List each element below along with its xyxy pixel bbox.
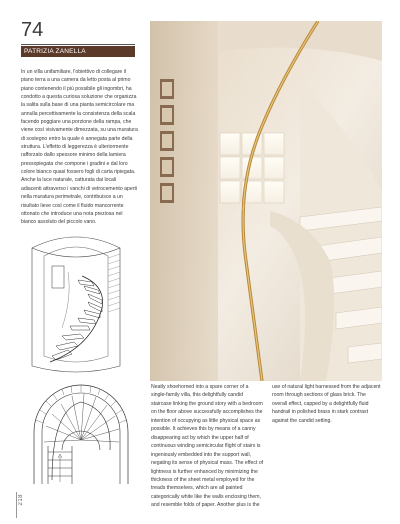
- english-body-text-col1: Neatly shoehorned into a spare corner of a single-family villa, this delightfully candid staircase linking the ground story with a bedroom on the floor above successfully accomplishes the intention of occupying as little physical space as possible. It achieves this by means of a canny disappearing act by which the upper half of continuous winding semicircular flight of stairs is ingeniously embedded into the support wall, negating its sense of physical mass. The effect of lightness is further enhanced by minimizing the thickness of the sheet metal employed for the treads themselves, which are all painted categorically white like the walls enclosing them, and resemble folds of paper. Another plus is the: [151, 384, 264, 509]
- page-number-rule: [16, 492, 17, 518]
- header-rule: [21, 44, 135, 45]
- english-body-text-col2: use of natural light harnessed from the adjacent room through sections of glass brick. The overall effect, capped by a delightfully fluid handrail in polished brass in stark contrast against the candid setting.: [272, 384, 381, 424]
- author-name: PATRIZIA ZANELLA: [24, 48, 86, 55]
- page-heading-number: 74: [21, 19, 44, 41]
- staircase-photograph: [150, 21, 382, 381]
- page-number: 218: [18, 494, 24, 506]
- staircase-plan-drawing: [22, 380, 140, 490]
- staircase-axonometric-drawing: [22, 228, 130, 378]
- italian-body-text: In un villa unifamiliare, l'obiettivo di collegare il piano terra a una camera da letto posta al primo piano contenendo il più possibile gli ingombri, ha condotto a questa curiosa soluzione che organizza la salita sulla base di una pianta semicircolare ma annulla percettivamente la consistenza della scala facendo poggiare una porzione della rampa, che viene così visivamente dimezzata, su una muratura di sostegno entro la quale è annegata parte della struttura. L'effetto di leggerezza è ulteriormente rafforzato dallo spessore minimo della lamiera pressopiegata che compone i gradini e dal loro colore bianco quasi fossero fogli di carta ripiegata. Anche la luce naturale, catturata dai locali adiacenti attraverso i vanchi di vetrocemento aperti nella muratura perimetrale, contribuisce a un risultato lieve così come il fluido mancorrente ottonato che introduce una nota preziosa nel bianco assoluto del piccolo vano.: [21, 69, 138, 226]
